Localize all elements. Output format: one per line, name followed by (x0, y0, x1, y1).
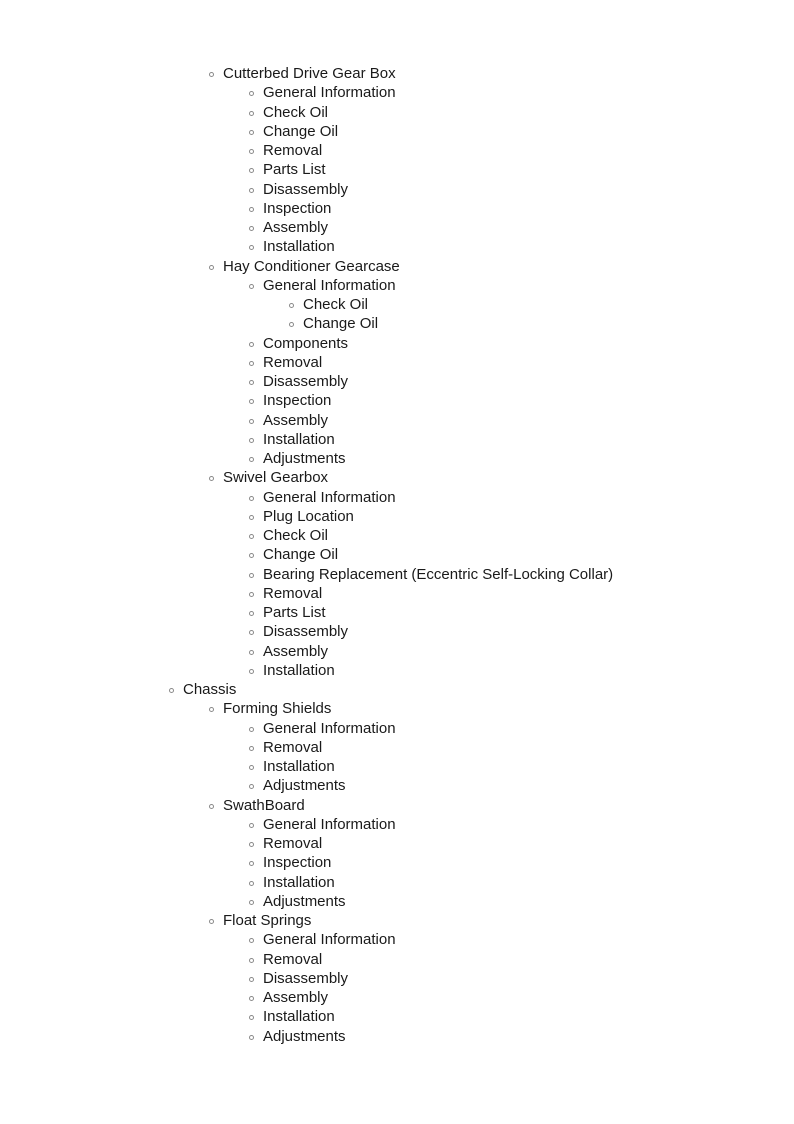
toc-item[interactable] (0, 911, 794, 930)
toc-item-label: Inspection (263, 199, 332, 217)
toc-item[interactable] (0, 661, 794, 680)
bullet-icon (249, 380, 254, 385)
bullet-icon (249, 784, 254, 789)
toc-item[interactable] (0, 565, 794, 584)
toc-item-label: Plug Location (263, 507, 354, 525)
bullet-icon (249, 111, 254, 116)
bullet-icon (249, 188, 254, 193)
bullet-icon (249, 650, 254, 655)
toc-item-label: Installation (263, 1008, 335, 1026)
bullet-icon (249, 996, 254, 1001)
toc-item[interactable] (0, 892, 794, 911)
toc-item[interactable] (0, 468, 794, 487)
toc-item-label: Swivel Gearbox (223, 469, 329, 487)
toc-item-label: Installation (263, 758, 335, 775)
toc-item[interactable] (0, 257, 794, 276)
toc-item-label: Removal (263, 142, 323, 159)
toc-item[interactable] (0, 950, 794, 969)
toc-item[interactable] (0, 680, 794, 699)
toc-item-label: Forming Shields (223, 700, 332, 718)
toc-item[interactable] (0, 64, 794, 83)
toc-item[interactable] (0, 988, 794, 1007)
toc-item-label: Check Oil (263, 527, 329, 544)
bullet-icon (209, 919, 214, 924)
bullet-icon (209, 476, 214, 481)
bullet-icon (249, 573, 254, 578)
toc-item-label: SwathBoard (223, 796, 305, 814)
bullet-icon (249, 168, 254, 173)
toc-item[interactable] (0, 449, 794, 468)
toc-item[interactable] (0, 873, 794, 892)
toc-item-label: Check Oil (263, 103, 329, 121)
toc-item[interactable] (0, 314, 794, 333)
toc-item-label: General Information (263, 815, 396, 833)
toc-item-label: Removal (263, 950, 323, 968)
bullet-icon (249, 861, 254, 866)
bullet-icon (249, 130, 254, 135)
bullet-icon (249, 823, 254, 828)
toc-item-label: Removal (263, 738, 323, 756)
bullet-icon (249, 669, 254, 674)
toc-item-label: General Information (263, 276, 396, 294)
toc-item-label: Adjustments (263, 1027, 346, 1045)
toc-item-label: Change Oil (303, 315, 379, 333)
toc-item-label: Cutterbed Drive Gear Box (223, 65, 396, 82)
toc-item[interactable] (0, 180, 794, 199)
bullet-icon (249, 553, 254, 558)
toc-item-label: Disassembly (263, 373, 349, 390)
bullet-icon (249, 977, 254, 982)
toc-item[interactable] (0, 622, 794, 641)
toc-item[interactable] (0, 699, 794, 718)
toc-item[interactable] (0, 1007, 794, 1026)
toc-item[interactable] (0, 372, 794, 391)
bullet-icon (249, 958, 254, 963)
toc-item-label: Parts List (263, 604, 326, 621)
toc-item[interactable] (0, 122, 794, 141)
toc-item-label: Change Oil (263, 122, 339, 140)
toc-item[interactable] (0, 776, 794, 795)
bullet-icon (249, 207, 254, 212)
bullet-icon (289, 303, 294, 308)
toc-item[interactable] (0, 1027, 794, 1046)
toc-item[interactable] (0, 853, 794, 872)
toc-item-label: Removal (263, 353, 323, 371)
toc-item-label: General Information (263, 488, 396, 506)
bullet-icon (249, 149, 254, 154)
bullet-icon (249, 1015, 254, 1020)
toc-item[interactable] (0, 930, 794, 949)
bullet-icon (249, 1035, 254, 1040)
bullet-icon (249, 515, 254, 520)
toc-item[interactable] (0, 815, 794, 834)
toc-item-label: General Information (263, 719, 396, 737)
bullet-icon (249, 399, 254, 404)
toc-item-label: Inspection (263, 392, 332, 410)
bullet-icon (249, 91, 254, 96)
bullet-icon (249, 592, 254, 597)
table-of-contents (0, 64, 794, 1046)
toc-item[interactable] (0, 103, 794, 122)
bullet-icon (209, 804, 214, 809)
bullet-icon (249, 881, 254, 886)
toc-item-label: Adjustments (263, 450, 346, 467)
toc-item[interactable] (0, 507, 794, 526)
bullet-icon (249, 938, 254, 943)
bullet-icon (249, 727, 254, 732)
bullet-icon (249, 342, 254, 347)
toc-item-label: Removal (263, 835, 323, 852)
toc-item-label: Assembly (263, 642, 329, 660)
toc-item-label: Bearing Replacement (Eccentric Self-Locking Collar) (263, 565, 614, 583)
toc-item[interactable] (0, 526, 794, 545)
bullet-icon (249, 611, 254, 616)
toc-item-label: Disassembly (263, 180, 349, 198)
toc-item-label: Assembly (263, 219, 329, 236)
toc-item[interactable] (0, 603, 794, 622)
bullet-icon (249, 746, 254, 751)
toc-item[interactable] (0, 642, 794, 661)
toc-item[interactable] (0, 757, 794, 776)
toc-item-label: Adjustments (263, 777, 346, 795)
toc-item[interactable] (0, 545, 794, 564)
bullet-icon (249, 630, 254, 635)
bullet-icon (249, 361, 254, 366)
toc-item-label: Check Oil (303, 296, 369, 313)
bullet-icon (249, 900, 254, 905)
toc-item-label: General Information (263, 931, 396, 949)
toc-item-label: Assembly (263, 411, 329, 429)
toc-item[interactable] (0, 237, 794, 256)
toc-item[interactable] (0, 353, 794, 372)
toc-item-label: Disassembly (263, 969, 349, 987)
toc-item[interactable] (0, 430, 794, 449)
toc-item[interactable] (0, 584, 794, 603)
toc-item[interactable] (0, 295, 794, 314)
bullet-icon (249, 284, 254, 289)
toc-item-label: Parts List (263, 161, 326, 179)
toc-item[interactable] (0, 276, 794, 295)
toc-item-label: Installation (263, 238, 335, 256)
bullet-icon (249, 226, 254, 231)
toc-item[interactable] (0, 334, 794, 353)
bullet-icon (289, 322, 294, 327)
toc-item-label: Adjustments (263, 892, 346, 910)
bullet-icon (249, 496, 254, 501)
bullet-icon (249, 419, 254, 424)
toc-item[interactable] (0, 969, 794, 988)
toc-item[interactable] (0, 391, 794, 410)
toc-item[interactable] (0, 488, 794, 507)
toc-item[interactable] (0, 834, 794, 853)
bullet-icon (249, 457, 254, 462)
bullet-icon (249, 245, 254, 250)
bullet-icon (249, 534, 254, 539)
toc-item-label: Installation (263, 661, 335, 679)
toc-item-label: Inspection (263, 854, 332, 872)
toc-item[interactable] (0, 83, 794, 102)
toc-item-label: General Information (263, 84, 396, 102)
toc-item-label: Chassis (183, 681, 237, 698)
toc-item-label: Components (263, 334, 349, 352)
toc-item-label: Installation (263, 873, 335, 891)
toc-item[interactable] (0, 738, 794, 757)
toc-item[interactable] (0, 141, 794, 160)
bullet-icon (169, 688, 174, 693)
toc-item-label: Assembly (263, 989, 329, 1006)
toc-item-label: Change Oil (263, 546, 339, 564)
toc-item[interactable] (0, 719, 794, 738)
bullet-icon (209, 72, 214, 77)
toc-item-label: Installation (263, 430, 335, 448)
bullet-icon (249, 765, 254, 770)
toc-item-label: Removal (263, 584, 323, 602)
bullet-icon (209, 707, 214, 712)
bullet-icon (249, 842, 254, 847)
toc-item-label: Disassembly (263, 623, 349, 641)
toc-item[interactable] (0, 796, 794, 815)
toc-item-label: Hay Conditioner Gearcase (223, 257, 400, 275)
toc-item[interactable] (0, 411, 794, 430)
toc-item-label: Float Springs (223, 912, 312, 929)
bullet-icon (209, 265, 214, 270)
toc-item[interactable] (0, 160, 794, 179)
toc-item[interactable] (0, 218, 794, 237)
bullet-icon (249, 438, 254, 443)
toc-item[interactable] (0, 199, 794, 218)
